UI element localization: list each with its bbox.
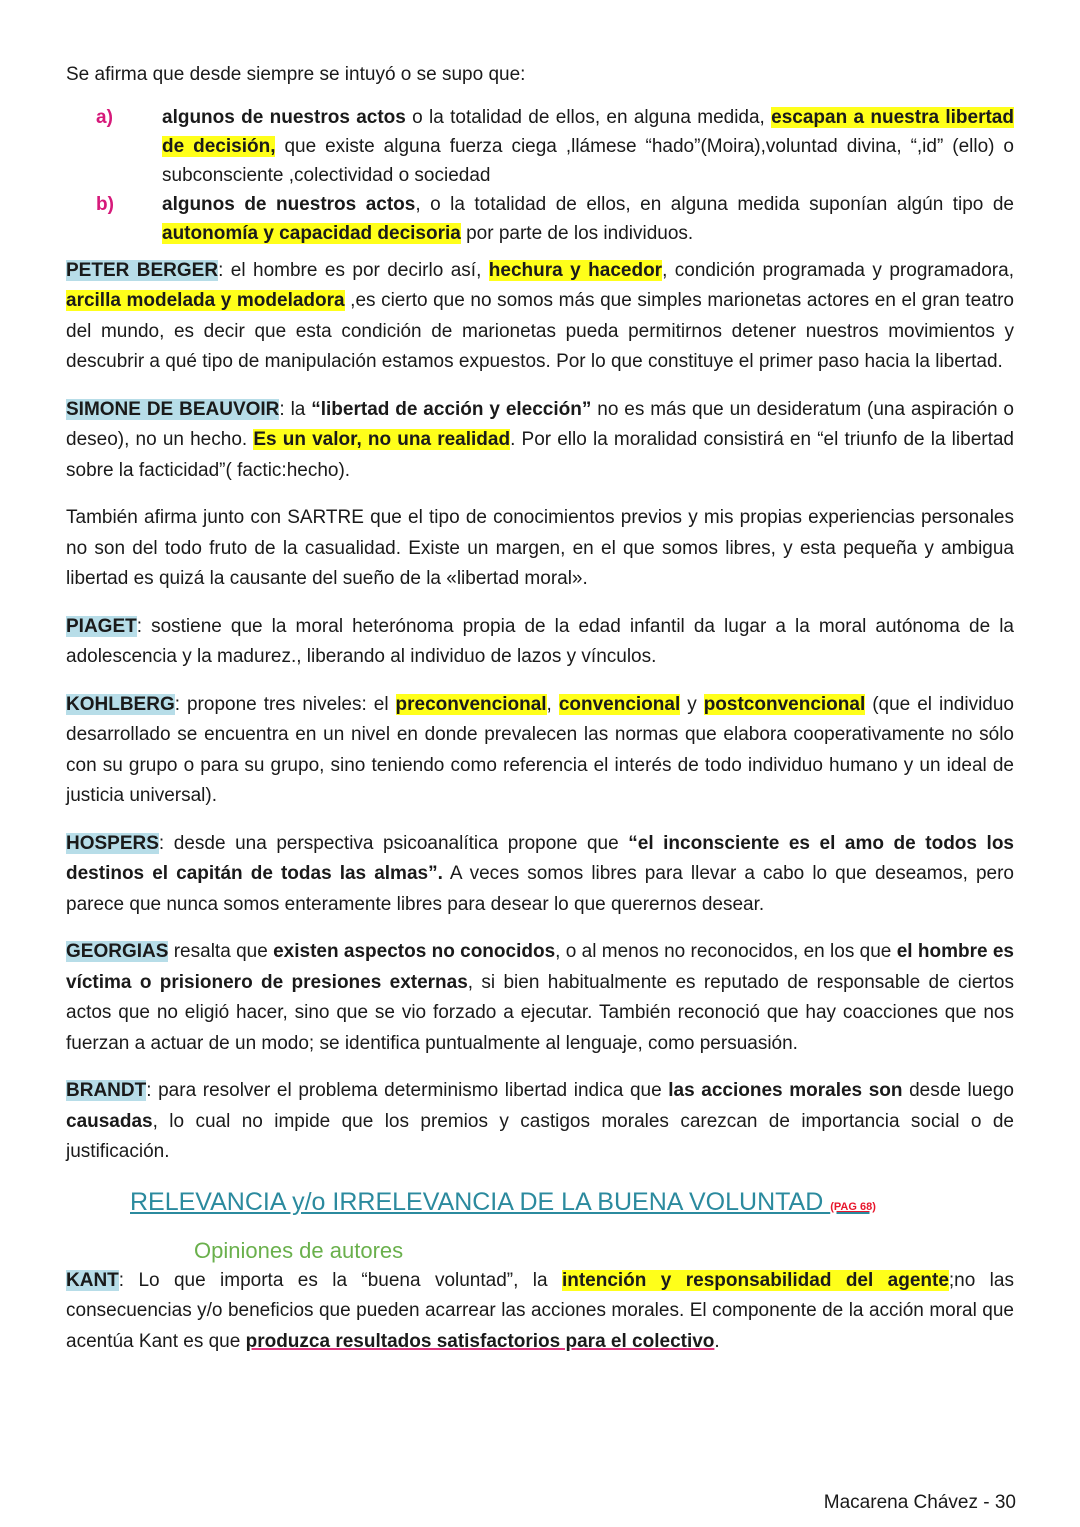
paragraph-kohlberg: KOHLBERG: propone tres niveles: el preconvencional, convencional y postconvencional (que el individuo desarrollado se encuentra en un nivel en donde prevalecen las normas que elabora cooperativamente no sólo con su grupo o para su grupo, sino teniendo como referencia el interés de todo individuo humano y un ideal de justicia universal). [66,693,1014,806]
paragraph-hospers: HOSPERS: desde una perspectiva psicoanalítica propone que “el inconsciente es el amo de todos los destinos el capitán de todas las almas”. A veces somos libres para llevar a cabo lo que deseamos, pero parece que nunca somos enteramente libres para desear lo que querernos desear. [66,832,1014,915]
author-name: SIMONE DE BEAUVOIR [66,398,280,420]
author-name: GEORGIAS [66,941,169,962]
paragraph-brandt: BRANDT: para resolver el problema determinismo libertad indica que las acciones morales son desde luego causadas, lo cual no impide que los premios y castigos morales carezcan de importancia social o de justificación. [66,1080,1014,1162]
section-heading: RELEVANCIA y/o IRRELEVANCIA DE LA BUENA VOLUNTAD (PAG 68) [130,1187,876,1216]
section-subheading: Opiniones de autores [194,1237,404,1263]
author-name: BRANDT [66,1080,147,1101]
paragraph-berger: PETER BERGER: el hombre es por decirlo así, hechura y hacedor, condición programada y programadora, arcilla modelada y modeladora ,es cierto que no somos más que simples marionetas actores en el gran teatro del mundo, es decir que esta condición de marionetas pueda permitirnos detener nuestros movimientos y descubrir a qué tipo de manipulación estamos expuestos. Por lo que constituye el primer paso hacia la libertad. [66,259,1014,372]
page-footer: Macarena Chávez - 30 [823,1492,1016,1513]
highlight: autonomía y capacidad decisoria [162,222,461,244]
author-name: PIAGET [66,615,137,637]
paragraph-georgias: GEORGIAS resalta que existen aspectos no conocidos, o al menos no reconocidos, en los que el hombre es víctima o prisionero de presiones externas, si bien habitualmente es reputado de responsable de ciertos actos que no eligió hacer, sino que se vio forzado a ejecutar. También reconoció que hay coacciones que nos fuerzan a actuar de un modo; se identifica puntualmente al lenguaje, como persuasión. [66,941,1014,1054]
paragraph-sartre: También afirma junto con SARTRE que el tipo de conocimientos previos y mis propias experiencias personales no son del todo fruto de la casualidad. Existe un margen, en el que somos libres, y esta pequeña y ambigua libertad es quizá la causante del sueño de la «libertad moral». [66,507,1014,589]
underlined-phrase: produzca resultados satisfactorios para el colectivo [245,1330,715,1352]
highlight: escapan a nuestra libertad de decisión, [162,106,1014,157]
author-name: KOHLBERG [66,693,175,715]
intro-text: Se afirma que desde siempre se intuyó o se supo que: [66,64,526,85]
paragraph-piaget: PIAGET: sostiene que la moral heterónoma propia de la edad infantil da lugar a la moral autónoma de la adolescencia y la madurez., liberando al individuo de lazos y vínculos. [66,615,1014,667]
list-item-b: b) algunos de nuestros actos, o la totalidad de ellos, en alguna medida suponían algún tipo de autonomía y capacidad decisoria por parte de los individuos. [162,190,1014,248]
document-page [66,60,1014,1357]
list-marker: a) [96,106,113,128]
author-name: PETER BERGER [66,259,219,281]
list-marker: b) [96,193,114,215]
paragraph-beauvoir: SIMONE DE BEAUVOIR: la “libertad de acción y elección” no es más que un desideratum (una aspiración o deseo), no un hecho. Es un valor, no una realidad. Por ello la moralidad consistirá en “el triunfo de la libertad sobre la facticidad”( factic:hecho). [66,398,1014,481]
list-item-a: a) algunos de nuestros actos o la totalidad de ellos, en alguna medida, escapan a nuestra libertad de decisión, que existe alguna fuerza ciega ,llámese “hado”(Moira),voluntad divina, “,id” (ello) o subconsciente ,colectividad o sociedad [162,103,1014,190]
paragraph-kant: KANT: Lo que importa es la “buena voluntad”, la intención y responsabilidad del agente;no las consecuencias y/o beneficios que pueden acarrear las acciones morales. El componente de la acción moral que acentúa Kant es que produzca resultados satisfactorios para el colectivo. [66,1269,1014,1352]
page-reference: (PAG 68) [830,1200,876,1213]
author-name: HOSPERS [66,832,159,854]
statement-list [66,103,1014,248]
author-name: KANT [66,1269,119,1291]
